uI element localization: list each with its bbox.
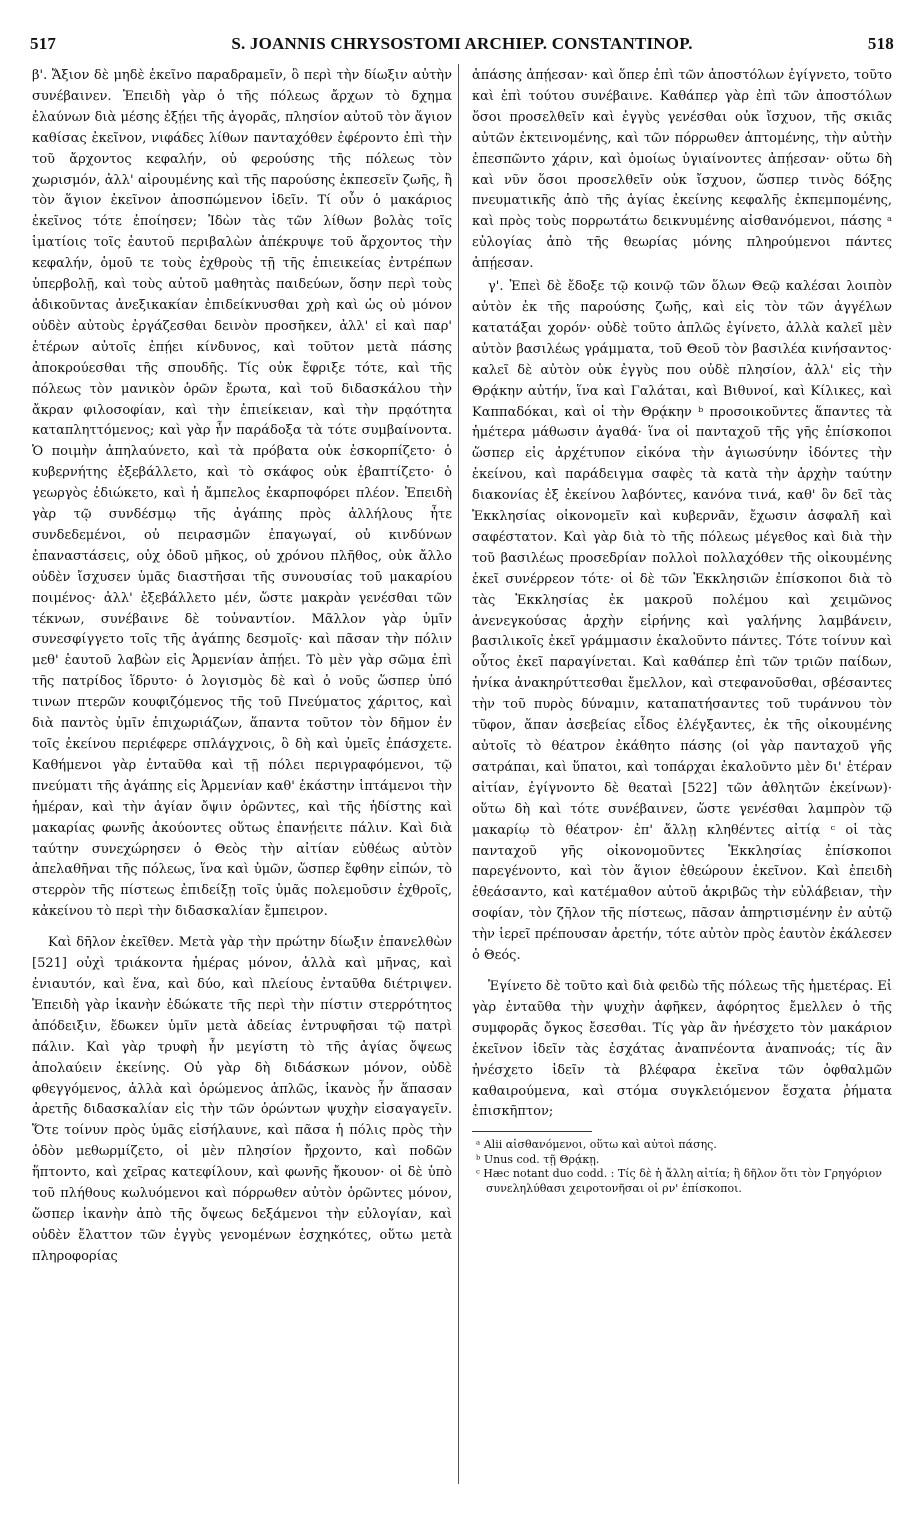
footnotes bbox=[472, 1138, 892, 1196]
right-paragraph-1: ἁπάσης ἀπῄεσαν· καὶ ὅπερ ἐπὶ τῶν ἀποστόλων ἐγίγνετο, τοῦτο καὶ ἐπὶ τούτου συνέβαινε. Καθάπερ γὰρ ἐπὶ τῶν ἀποστόλων ὅσοι προσελθεῖν καὶ ἐγγὺς γενέσθαι οὐκ ἴσχυον, τῆς σκιᾶς αὐτῶν ἐκτεινομένης, καὶ τῶν πόρρωθεν ἁπτομένης, τὴν αὐτὴν ἐπεσπῶντο χάριν, καὶ ὁμοίως ὑγιαίνοντες ἀπῄεσαν· οὕτω δὴ καὶ νῦν ὅσοι προσελθεῖν οὐκ ἴσχυον, ὥσπερ τινὸς δόξης πνευματικῆς ἀπὸ τῆς ἁγίας ἐκείνης κεφαλῆς ἐκπεμπομένης, καὶ πρὸς τοὺς πορρωτάτω δεικνυμένης αἰσθανόμενοι, πάσης ᵃ εὐλογίας ἀπὸ τῆς θεωρίας μόνης πληρούμενοι πάντες ἀπῄεσαν. bbox=[472, 68, 892, 272]
footnote-rule bbox=[472, 1131, 592, 1132]
running-header bbox=[30, 30, 894, 60]
right-paragraph-3: Ἐγίνετο δὲ τοῦτο καὶ διὰ φειδὼ τῆς πόλεως τῆς ἡμετέρας. Εἰ γὰρ ἐνταῦθα τὴν ψυχὴν ἀφῆκεν, ἀφόρητος ἔμελλεν ὁ τῆς συμφορᾶς ὄγκος ἔσεσθαι. Τίς γὰρ ἂν ἠνέσχετο τὸν μακάριον ἐκεῖνον ἰδεῖν τὰς ἐσχάτας ἀναπνέοντα ἀναπνοάς; τίς ἂν ἠνέσχετο ἰδεῖν τὰ βλέφαρα ἐκεῖνα τῶν ὀφθαλμῶν καθαιρούμενα, καὶ στόμα συγκλειόμενον ἔσχατα ῥήματα ἐπισκῆπτον; bbox=[472, 978, 892, 1120]
page-number-left: 517 bbox=[30, 34, 57, 53]
right-paragraph-2: γ'. Ἐπεὶ δὲ ἔδοξε τῷ κοινῷ τῶν ὅλων Θεῷ καλέσαι λοιπὸν αὐτὸν ἐκ τῆς παρούσης ζωῆς, καὶ εἰς τὸν τῶν ἀγγέλων κατατάξαι χορόν· οὐδὲ τοῦτο ἁπλῶς ἐγίνετο, ἀλλὰ καλεῖ μὲν αὐτὸν βασιλέως γράμματα, τοῦ Θεοῦ τὸν βασιλέα κινήσαντος· καλεῖ δὲ αὐτὸν οὐκ ἐγγὺς που οὐδὲ πλησίον, ἀλλ' εἰς τὴν Θρᾴκην αὐτήν, ἵνα καὶ Γαλάται, καὶ Βιθυνοί, καὶ Κίλικες, καὶ Καππαδόκαι, καὶ οἱ τὴν Θρᾴκην ᵇ προσοικοῦντες ἅπαντες τὰ ἡμέτερα μάθωσιν ἀγαθά· ἵνα οἱ πανταχοῦ τῆς γῆς ἐπίσκοποι ὥσπερ εἰς ἀρχέτυπον εἰκόνα τὴν ἁγιωσύνην ἰδόντες τὴν ἐκείνου, καὶ παράδειγμα σαφὲς τὰ κατὰ τὴν ἀρχὴν ταύτην διακονίας ἐξ ἐκείνου λαβόντες, κανόνα τινά, καθ' ὃν δεῖ τὰς Ἐκκλησίας οἰκονομεῖν καὶ κυβερνᾶν, ἔχωσιν ἀσφαλῆ καὶ σαφέστατον. Καὶ γὰρ διὰ τὸ τῆς πόλεως μέγεθος καὶ διὰ τὴν τοῦ βασιλέως προσεδρίαν πολλοὶ πολλαχόθεν τῆς οἰκουμένης ἐκεῖ συνέρρεον τότε· οἱ δὲ τῶν Ἐκκλησιῶν ἐπίσκοποι διὰ τὸ τὰς Ἐκκλησίας ἐκ μακροῦ πολέμου καὶ χειμῶνος ἀνενεγκούσας ἀρχὴν εἰρήνης καὶ γαλήνης λαμβάνειν, βασιλικοῖς ἐκεῖ γράμμασιν ἐκαλοῦντο πάντες. Τότε τοίνυν καὶ οὗτος ἐκεῖ παραγίνεται. Καὶ καθάπερ ἐπὶ τῶν τριῶν παίδων, ἡνίκα ἀνακηρύττεσθαι ἔμελλον, καὶ στεφανοῦσθαι, σβέσαντες τὴν τοῦ πυρὸς δύναμιν, καταπατήσαντες τοῦ τυράννου τὸν τῦφον, ἅπαν ἀσεβείας εἶδος ἐλέγξαντες, ἐκ τῆς οἰκουμένης αὐτοῖς τὸ θέατρον ἐκάθητο πάσης (οἱ γὰρ πανταχοῦ γῆς σατράπαι, καὶ ὕπατοι, καὶ τοπάρχαι ἐκαλοῦντο μὲν δι' ἑτέραν αἰτίαν, ἐγίγνοντο δὲ θεαταὶ [522] τῶν ἀθλητῶν ἐκείνων)· οὕτω δὴ καὶ τότε συνέβαινεν, ὥστε γενέσθαι λαμπρὸν τῷ μακαρίῳ τὸ θέατρον· ἐπ' ἄλλῃ κληθέντες αἰτίᾳ ᶜ οἱ τὰς πανταχοῦ γῆς οἰκονομοῦντες Ἐκκλησίας ἐπίσκοποι παρεγένοντο, καὶ τὸν ἅγιον ἐθεώρουν ἐκεῖνον. Καὶ ἐπειδὴ ἐθεάσαντο, καὶ κατέμαθον αὐτοῦ ἀκριβῶς τὴν εὐλάβειαν, τὴν σοφίαν, τὸν ζῆλον τῆς πίστεως, πᾶσαν ἀπηρτισμένην ἐν αὐτῷ τὴν ἱερεῖ πρέπουσαν ἀρετήν, τότε αὐτὸν πρὸς ἑαυτὸν ἐκάλεσεν ὁ Θεός. bbox=[472, 279, 892, 964]
left-paragraph-2: Καὶ δῆλον ἐκεῖθεν. Μετὰ γὰρ τὴν πρώτην δίωξιν ἐπανελθὼν [521] οὐχὶ τριάκοντα ἡμέρας μόνον, ἀλλὰ καὶ μῆνας, καὶ ἐνιαυτόν, καὶ ἕνα, καὶ δύο, καὶ πλείους ἐνταῦθα διέτριψεν. Ἐπειδὴ γὰρ ἱκανὴν ἐδώκατε τῆς περὶ τὴν πίστιν στερρότητος ἀπόδειξιν, ἔδωκεν ὑμῖν μετὰ ἀδείας ἐντρυφῆσαι τῷ πατρὶ πάλιν. Καὶ γὰρ τρυφὴ ἦν μεγίστη τὸ τῆς ἁγίας ὄψεως ἀπολαύειν ἐκείνης. Οὐ γὰρ δὴ διδάσκων μόνον, οὐδὲ φθεγγόμενος, ἀλλὰ καὶ ὁρώμενος ἁπλῶς, ἱκανὸς ἦν ἅπασαν ἀρετῆς διδασκαλίαν εἰς τὴν τῶν ὁρώντων ψυχὴν εἰσαγαγεῖν. Ὅτε τοίνυν πρὸς ὑμᾶς εἰσήλαυνε, καὶ πᾶσα ἡ πόλις πρὸς τὴν ὁδὸν μεθωρμίζετο, οἱ μὲν πλησίον ἤρχοντο, καὶ ποδῶν ἥπτοντο, καὶ χεῖρας κατεφίλουν, καὶ φωνῆς ἤκουον· οἱ δὲ ὑπὸ τοῦ πλήθους κωλυόμενοι καὶ πόρρωθεν αὐτὸν ὁρῶντες μόνον, ὥσπερ ἱκανὴν ἀπὸ τῆς ὄψεως δεξάμενοι τὴν εὐλογίαν, καὶ οὐδὲν ἔλαττον τῶν ἐγγὺς γενομένων ἐσχηκότες, οὕτω μετὰ πληροφορίας bbox=[32, 935, 452, 1264]
footnote-b: ᵇ Unus cod. τῇ Θρᾴκῃ. bbox=[476, 1152, 600, 1166]
right-column bbox=[472, 66, 892, 1196]
running-title: S. JOANNIS CHRYSOSTOMI ARCHIEP. CONSTANTINOP. bbox=[231, 34, 693, 53]
footnote-a: ᵃ Alii αἰσθανόμενοι, οὕτω καὶ αὐτοὶ πάσης. bbox=[476, 1138, 717, 1152]
footnote-c: ᶜ Hæc notant duo codd. : Τίς δὲ ἡ ἄλλη αἰτία; ἢ δῆλον ὅτι τὸν Γρηγόριον συνεληλύθασι χειροτονῆσαι οἱ ρν' ἐπίσκοποι. bbox=[476, 1167, 882, 1195]
left-paragraph-1: β'. Ἄξιον δὲ μηδὲ ἐκεῖνο παραδραμεῖν, ὃ περὶ τὴν δίωξιν αὐτὴν συνέβαινεν. Ἐπειδὴ γὰρ ὁ τῆς πόλεως ἄρχων τὸ δχημα ἐλαύνων διὰ μέσης ἐξῄει τῆς ἀγορᾶς, πλησίον αὐτοῦ τὸν ἅγιον καθίσας ἐκεῖνον, νιφάδες λίθων πανταχόθεν ἐφέροντο ἐπὶ τὴν τοῦ ἄρχοντος κεφαλήν, οὐ φερούσης τῆς πόλεως τὸν χωρισμόν, ἀλλ' αἱρουμένης καὶ τῆς παρούσης ἐκπεσεῖν ζωῆς, ἢ τὸν ἅγιον ἐκεῖνον ἀποσπώμενον ἰδεῖν. Τί οὖν ὁ μακάριος ἐκεῖνος τότε ἐποίησεν; Ἰδὼν τὰς τῶν λίθων βολὰς τοῖς ἱματίοις τοῖς ἑαυτοῦ περιβαλὼν ἀπέκρυψε τοῦ ἄρχοντος τὴν κεφαλήν, ὁμοῦ τε τοὺς ἐχθροὺς τῇ τῆς ἐπιεικείας ἐντρέπων ὑπερβολῇ, καὶ τοὺς αὐτοῦ μαθητὰς παιδεύων, ὅσην περὶ τοὺς ἀδικοῦντας ἀνεξικακίαν ἐπιδείκνυσθαι χρὴ καὶ ὡς οὐ μόνον οὐδὲν αὐτοὺς ἐργάζεσθαι δεινὸν προσῆκεν, ἀλλ' εἰ καὶ παρ' ἑτέρων αὐτοῖς ἐπῄει κίνδυνος, καὶ τοῦτον μετὰ πάσης ἀποκρούεσθαι τῆς σπουδῆς. Τίς οὐκ ἔφριξε τότε, καὶ τῆς πόλεως τὸν μανικὸν ὁρῶν ἔρωτα, καὶ τοῦ διδασκάλου τὴν ἄκραν φιλοσοφίαν, καὶ τὴν ἐπιείκειαν, καὶ τὴν πρᾳότητα καταπληττόμενος; καὶ γὰρ ἦν παράδοξα τὰ τότε συμβαίνοντα. Ὁ ποιμὴν ἀπηλαύνετο, καὶ τὰ πρόβατα οὐκ ἐσκορπίζετο· ὁ κυβερνήτης ἐξεβάλλετο, καὶ τὸ σκάφος οὐκ ἐβαπτίζετο· ὁ γεωργὸς ἐδιώκετο, καὶ ἡ ἄμπελος ἐκαρποφόρει πλέον. Ἐπειδὴ γὰρ τῷ συνδέσμῳ τῆς ἀγάπης πρὸς ἀλλήλους ἦτε συνδεδεμένοι, οὐ πειρασμῶν ἐπαγωγαί, οὐ κινδύνων ἐπαναστάσεις, οὐχ ὁδοῦ μῆκος, οὐ χρόνου πλῆθος, οὐκ ἄλλο οὐδὲν ἴσχυσεν ὑμᾶς διαστῆσαι τῆς συνουσίας τοῦ μακαρίου ποιμένος· ἀλλ' ἐξεβάλλετο μέν, ὥστε μακρὰν γενέσθαι τῶν τέκνων, συνέβαινε δὲ τοὐναντίον. Μᾶλλον γὰρ ὑμῖν συνεσφίγγετο τοῖς τῆς ἀγάπης δεσμοῖς· καὶ πᾶσαν τὴν πόλιν μεθ' ἑαυτοῦ λαβὼν εἰς Ἀρμενίαν ἀπῄει. Τὸ μὲν γὰρ σῶμα ἐπὶ τῆς πατρίδος ἵδρυτο· ὁ λογισμὸς δὲ καὶ ὁ νοῦς ὥσπερ ὑπό τινων πτερῶν κουφιζόμενος τῆς τοῦ Πνεύματος χάριτος, καὶ διὰ παντὸς ὑμῖν ἐπιχωριάζων, ἅπαντα τοῦτον τὸν δῆμον ἐν τοῖς ἐκείνου περιέφερε σπλάγχνοις, ὃ δὴ καὶ ὑμεῖς ἐπάσχετε. Καθήμενοι γὰρ ἐνταῦθα καὶ τῇ πόλει περιγραφόμενοι, τῷ πνεύματι τῆς ἀγάπης εἰς Ἀρμενίαν καθ' ἑκάστην ἱπτάμενοι τὴν ἡμέραν, καὶ τὴν ἁγίαν ὄψιν ὁρῶντες, καὶ τῆς ἡδίστης καὶ μακαρίας φωνῆς ἀκούοντες οὕτως ἐπανῄειτε πάλιν. Καὶ διὰ ταύτην συνεχώρησεν ὁ Θεὸς τὴν αἰτίαν εὐθέως αὐτὸν ἀπελαθῆναι τῆς πόλεως, ἵνα καὶ ὑμῶν, ὥσπερ ἔφθην εἰπών, τὸ στερρὸν τῆς πίστεως ἐπιδείξῃ τοῖς ὑμᾶς πολεμοῦσιν ἐχθροῖς, κἀκείνου τὸ περὶ τὴν διδασκαλίαν ἔμπειρον. bbox=[32, 68, 452, 920]
page-number-right: 518 bbox=[867, 34, 894, 53]
left-column bbox=[32, 66, 452, 1268]
column-divider bbox=[458, 64, 459, 1484]
